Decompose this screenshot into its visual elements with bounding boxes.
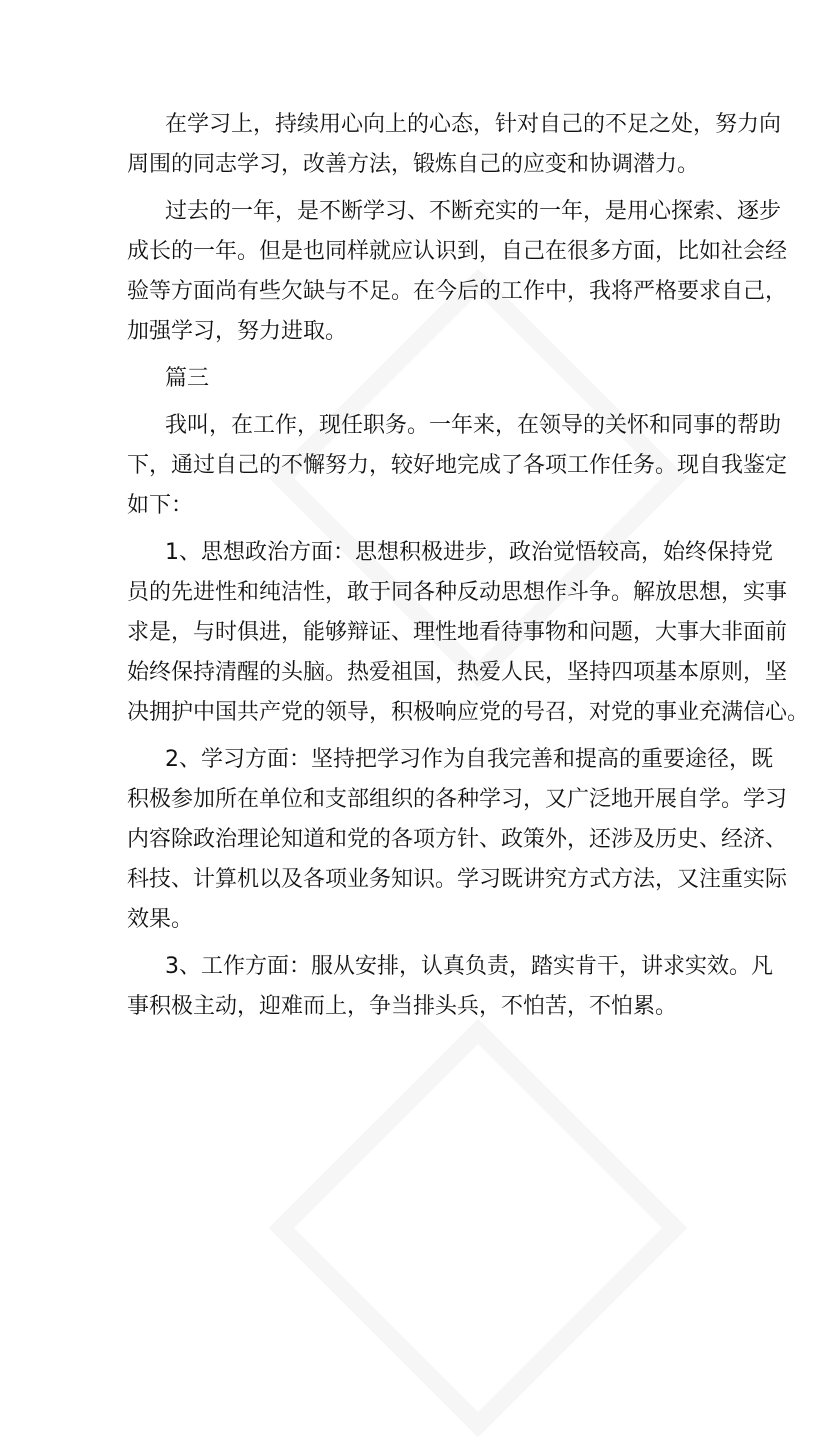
text-line: 加强学习，努力进取。 [127, 319, 348, 344]
paragraph [127, 947, 773, 1027]
text-line: 过去的一年，是不断学习、不断充实的一年，是用心探索、逐步 [165, 199, 782, 224]
document-body [127, 105, 810, 1034]
text-line: 成长的一年。但是也同样就应认识到，自己在很多方面，比如社会经 [127, 239, 788, 264]
paragraph [127, 533, 810, 733]
text-line: 下，通过自己的不懈努力，较好地完成了各项工作任务。现自我鉴定 [127, 453, 788, 478]
text-line: 始终保持清醒的头脑。热爱祖国，热爱人民，坚持四项基本原则，坚 [127, 660, 788, 685]
watermark [269, 1019, 688, 1437]
paragraph [127, 105, 782, 185]
text-line: 如下： [127, 493, 194, 518]
text-line: 验等方面尚有些欠缺与不足。在今后的工作中，我将严格要求自己， [127, 279, 788, 304]
text-line: 1、思想政治方面：思想积极进步，政治觉悟较高，始终保持党 [165, 540, 773, 565]
text-line: 周围的同志学习，改善方法，锻炼自己的应变和协调潜力。 [127, 152, 700, 177]
text-line: 科技、计算机以及各项业务知识。学习既讲究方式方法，又注重实际 [127, 867, 788, 892]
text-line: 内容除政治理论知道和党的各项方针、政策外，还涉及历史、经济、 [127, 827, 788, 852]
text-line: 求是，与时俱进，能够辩证、理性地看待事物和问题，大事大非面前 [127, 620, 788, 645]
paragraph [127, 740, 788, 940]
text-line: 积极参加所在单位和支部组织的各种学习，又广泛地开展自学。学习 [127, 787, 788, 812]
text-line: 2、学习方面：坚持把学习作为自我完善和提高的重要途径，既 [165, 747, 773, 772]
paragraph [127, 359, 707, 399]
text-line: 在学习上，持续用心向上的心态，针对自己的不足之处，努力向 [165, 112, 782, 137]
text-line: 效果。 [127, 907, 194, 932]
text-line: 决拥护中国共产党的领导，积极响应党的号召，对党的事业充满信心。 [127, 700, 810, 725]
text-line: 篇三 [165, 366, 210, 391]
text-line: 3、工作方面：服从安排，认真负责，踏实肯干，讲求实效。凡 [165, 954, 773, 979]
paragraph [127, 406, 788, 526]
paragraph [127, 192, 788, 352]
text-line: 我叫，在工作，现任职务。一年来，在领导的关怀和同事的帮助 [165, 413, 782, 438]
text-line: 员的先进性和纯洁性，敢于同各种反动思想作斗争。解放思想，实事 [127, 580, 788, 605]
text-line: 事积极主动，迎难而上，争当排头兵，不怕苦，不怕累。 [127, 994, 678, 1019]
